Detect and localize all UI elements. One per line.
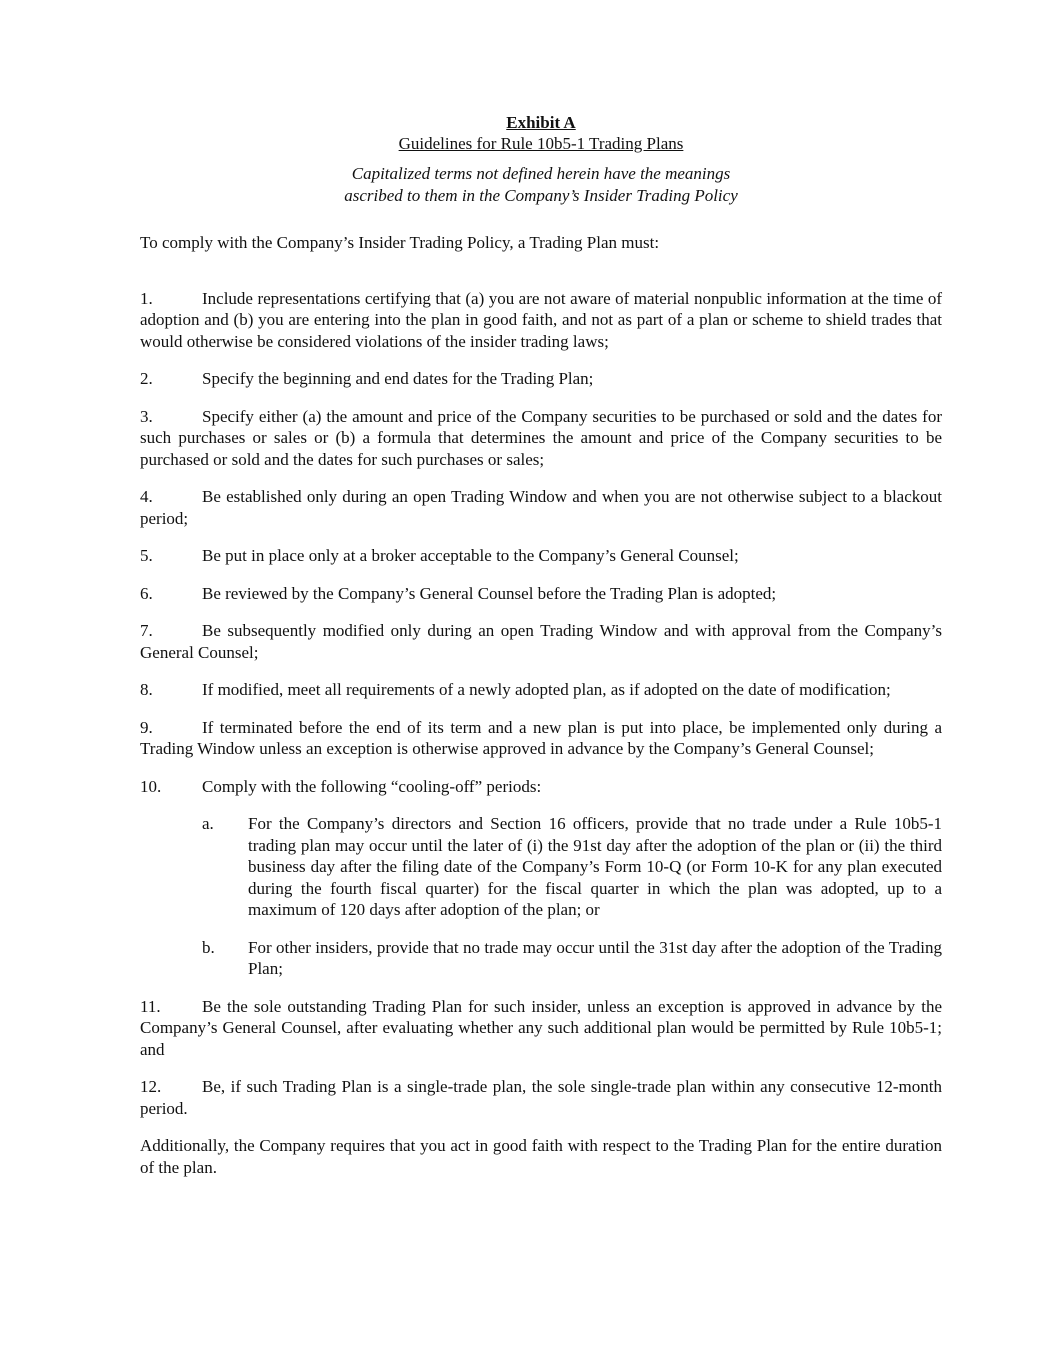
- list-item-2: [140, 368, 942, 390]
- list-item-8: [140, 679, 942, 701]
- item-number: 8.: [140, 680, 153, 699]
- sub-item-letter: b.: [202, 937, 215, 957]
- exhibit-subtitle: Guidelines for Rule 10b5-1 Trading Plans: [398, 134, 684, 153]
- item-text: Be reviewed by the Company’s General Counsel before the Trading Plan is adopted;: [202, 583, 777, 603]
- item-number: 2.: [140, 369, 153, 388]
- item-number: 4.: [140, 487, 153, 506]
- sub-item-a: [140, 813, 942, 921]
- item-text: Be the sole outstanding Trading Plan for such insider, unless an exception is approved in advance by the Company’s General Counsel, after evaluating whether any such additional plan would be permitted by Rule 10b5-1; and: [140, 996, 942, 1059]
- intro-paragraph: To comply with the Company’s Insider Trading Policy, a Trading Plan must:: [140, 233, 660, 252]
- item-text: If terminated before the end of its term and a new plan is put into place, be implemented only during a Trading Window unless an exception is otherwise approved in advance by the Company’s General Counsel;: [140, 717, 942, 758]
- list-item-10: [140, 776, 942, 798]
- item-text: If modified, meet all requirements of a newly adopted plan, as if adopted on the date of modification;: [202, 680, 891, 699]
- list-item-5: [140, 545, 942, 567]
- list-item-6: [140, 583, 942, 605]
- document-page: [140, 112, 942, 1178]
- item-text: Be subsequently modified only during an open Trading Window and with approval from the Company’s General Counsel;: [140, 621, 942, 662]
- sub-item-b: [140, 937, 942, 980]
- item-number: 9.: [140, 717, 153, 737]
- item-text: Be, if such Trading Plan is a single-trade plan, the sole single-trade plan within any consecutive 12-month period.: [140, 1077, 942, 1118]
- item-number: 12.: [140, 1077, 162, 1096]
- closing-paragraph: Additionally, the Company requires that you act in good faith with respect to the Trading Plan for the entire duration of the plan.: [140, 1136, 942, 1177]
- exhibit-title: Exhibit A: [506, 113, 576, 132]
- item-number: 3.: [140, 406, 153, 426]
- sub-item-text: For the Company’s directors and Section 16 officers, provide that no trade under a Rule 10b5-1 trading plan may occur until the later of (i) the 91st day after the adoption of the plan or (ii) the third business day after the filing date of the Company’s Form 10-Q (or Form 10-K for any plan executed during the fourth fiscal quarter) for the fiscal quarter in which the plan was adopted, up to a maximum of 120 days after adoption of the plan; or: [248, 814, 942, 919]
- list-item-1: [140, 288, 942, 353]
- definitions-note-line-2: ascribed to them in the Company’s Insider Trading Policy: [344, 186, 738, 205]
- item-text: Include representations certifying that (a) you are not aware of material nonpublic information at the time of adoption and (b) you are entering into the plan in good faith, and not as part of a plan or scheme to shield trades that would otherwise be considered violations of the insider trading laws;: [140, 288, 942, 351]
- item-number: 5.: [140, 546, 153, 565]
- list-item-3: [140, 406, 942, 471]
- item-text: Specify either (a) the amount and price of the Company securities to be purchased or sold and the dates for such purchases or sales or (b) a formula that determines the amount and price of the Company securities to be purchased or sold and the dates for such purchases or sales;: [140, 406, 942, 469]
- sub-item-text: For other insiders, provide that no trade may occur until the 31st day after the adoption of the Trading Plan;: [248, 937, 942, 978]
- definitions-note-line-1: Capitalized terms not defined herein have the meanings: [351, 164, 731, 183]
- item-number: 10.: [140, 776, 162, 796]
- list-item-4: [140, 486, 942, 529]
- item-text: Specify the beginning and end dates for the Trading Plan;: [202, 369, 594, 388]
- item-text: Be established only during an open Trading Window and when you are not otherwise subject to a blackout period;: [140, 487, 942, 528]
- list-item-9: [140, 717, 942, 760]
- list-item-11: [140, 996, 942, 1061]
- list-item-12: [140, 1076, 942, 1119]
- item-number: 6.: [140, 583, 153, 603]
- list-item-7: [140, 620, 942, 663]
- item-text: Be put in place only at a broker acceptable to the Company’s General Counsel;: [202, 546, 739, 565]
- sub-item-letter: a.: [202, 814, 214, 833]
- item-text: Comply with the following “cooling-off” periods:: [202, 776, 542, 796]
- definitions-note: [140, 163, 942, 207]
- item-number: 11.: [140, 996, 161, 1016]
- item-number: 1.: [140, 288, 153, 308]
- item-number: 7.: [140, 621, 153, 640]
